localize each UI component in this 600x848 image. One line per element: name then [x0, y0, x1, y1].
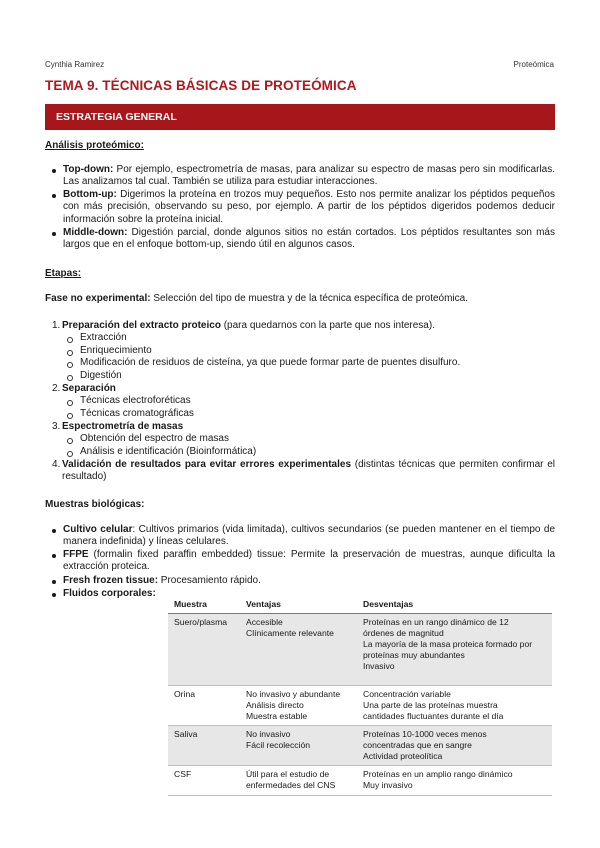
bullet-icon [52, 169, 56, 173]
step-separacion: Separación [62, 383, 116, 394]
step-number: 1. [52, 320, 61, 331]
bullet-icon [52, 194, 56, 198]
section-banner-label: ESTRATEGIA GENERAL [56, 111, 177, 123]
step-number: 4. [52, 459, 61, 470]
table-header-ventajas: Ventajas [240, 596, 357, 614]
sub-item: Enriquecimiento [80, 345, 152, 356]
table-header-row [168, 596, 552, 614]
cell-muestra: Orina [168, 686, 240, 726]
list-item-bottom-up: Bottom-up: Digerimos la proteína en trozos muy pequeños. Esto nos permite analizar los péptidos pequeños con más precisión, observando su peso, por ejemplo. A partir de los péptidos digeridos podemos deducir información sobre la proteína inicial. [63, 189, 555, 225]
sub-bullet-icon [67, 375, 73, 381]
sub-bullet-icon [67, 337, 73, 343]
bullet-icon [52, 529, 56, 533]
page-title: TEMA 9. TÉCNICAS BÁSICAS DE PROTEÓMICA [45, 78, 357, 93]
bullet-icon [52, 554, 56, 558]
step-number: 3. [52, 421, 61, 432]
sub-item: Extracción [80, 332, 127, 343]
cell-desventajas: Proteínas 10-1000 veces menos concentradas que en sangre Actividad proteolítica [357, 726, 552, 766]
list-item-middle-down: Middle-down: Digestión parcial, donde algunos sitios no están cortados. Los péptidos resultantes son más largos que en el enfoque bottom-up, siendo útil en algunos casos. [63, 227, 555, 251]
sub-bullet-icon [67, 451, 73, 457]
table-row [168, 686, 552, 726]
sub-bullet-icon [67, 350, 73, 356]
list-item-ffpe: FFPE (formalin fixed paraffin embedded) tissue: Permite la preservación de muestras, aunque dificulta la extracción proteica. [63, 549, 555, 573]
cell-muestra: CSF [168, 766, 240, 796]
fluidos-table [168, 596, 552, 796]
header-subject: Proteómica [513, 60, 554, 69]
bullet-icon [52, 593, 56, 597]
cell-ventajas: Útil para el estudio de enfermedades del CNS [240, 766, 357, 796]
step-espectrometria: Espectrometría de masas [62, 421, 184, 432]
muestras-heading: Muestras biológicas: [45, 499, 145, 510]
cell-muestra: Saliva [168, 726, 240, 766]
sub-bullet-icon [67, 413, 73, 419]
sub-item: Modificación de residuos de cisteína, ya que puede formar parte de puentes disulfuro. [80, 357, 461, 368]
sub-item: Técnicas electroforéticas [80, 395, 191, 406]
step-number: 2. [52, 383, 61, 394]
cell-ventajas: No invasivo y abundante Análisis directo Muestra estable [240, 686, 357, 726]
sub-bullet-icon [67, 400, 73, 406]
bullet-icon [52, 580, 56, 584]
table-header-desventajas: Desventajas [357, 596, 552, 614]
fase-no-experimental: Fase no experimental: Selección del tipo de muestra y de la técnica específica de proteómica. [45, 293, 468, 304]
header-author: Cynthia Ramirez [45, 60, 105, 69]
section-banner [45, 104, 555, 130]
step-validacion: Validación de resultados para evitar errores experimentales (distintas técnicas que permiten confirmar el resultado) [62, 459, 556, 483]
table-row [168, 766, 552, 796]
cell-desventajas: Proteínas en un amplio rango dinámico Muy invasivo [357, 766, 552, 796]
sub-item: Obtención del espectro de masas [80, 433, 229, 444]
cell-ventajas: No invasivo Fácil recolección [240, 726, 357, 766]
etapas-heading: Etapas: [45, 268, 82, 279]
sub-item: Técnicas cromatográficas [80, 408, 194, 419]
table-row [168, 614, 552, 686]
sub-item: Análisis e identificación (Bioinformática) [80, 446, 257, 457]
list-item-fluidos: Fluidos corporales: [63, 588, 156, 599]
list-item-fresh-frozen: Fresh frozen tissue: Procesamiento rápido. [63, 575, 261, 586]
sub-item: Digestión [80, 370, 122, 381]
analisis-heading: Análisis proteómico: [45, 140, 144, 151]
cell-muestra: Suero/plasma [168, 614, 240, 686]
table-header-muestra: Muestra [168, 596, 240, 614]
list-item-cultivo: Cultivo celular: Cultivos primarios (vida limitada), cultivos secundarios (se pueden mantener en el tiempo de manera indefinida) y líneas celulares. [63, 524, 556, 548]
sub-bullet-icon [67, 438, 73, 444]
step-preparacion: Preparación del extracto proteico (para quedarnos con la parte que nos interesa). [62, 320, 435, 331]
table-row [168, 726, 552, 766]
sub-bullet-icon [67, 362, 73, 368]
cell-desventajas: Concentración variable Una parte de las proteínas muestra cantidades fluctuantes durante el día [357, 686, 552, 726]
cell-desventajas: Proteínas en un rango dinámico de 12 órdenes de magnitud La mayoría de la masa proteica formado por proteínas muy abundantes Invasivo [357, 614, 552, 686]
list-item-top-down: Top-down: Por ejemplo, espectrometría de masas, para analizar su espectro de masas pero sin modificarlas. Las analizamos tal cual. También se utiliza para estudiar interacciones. [63, 164, 555, 188]
cell-ventajas: Accesible Clínicamente relevante [240, 614, 357, 686]
bullet-icon [52, 232, 56, 236]
